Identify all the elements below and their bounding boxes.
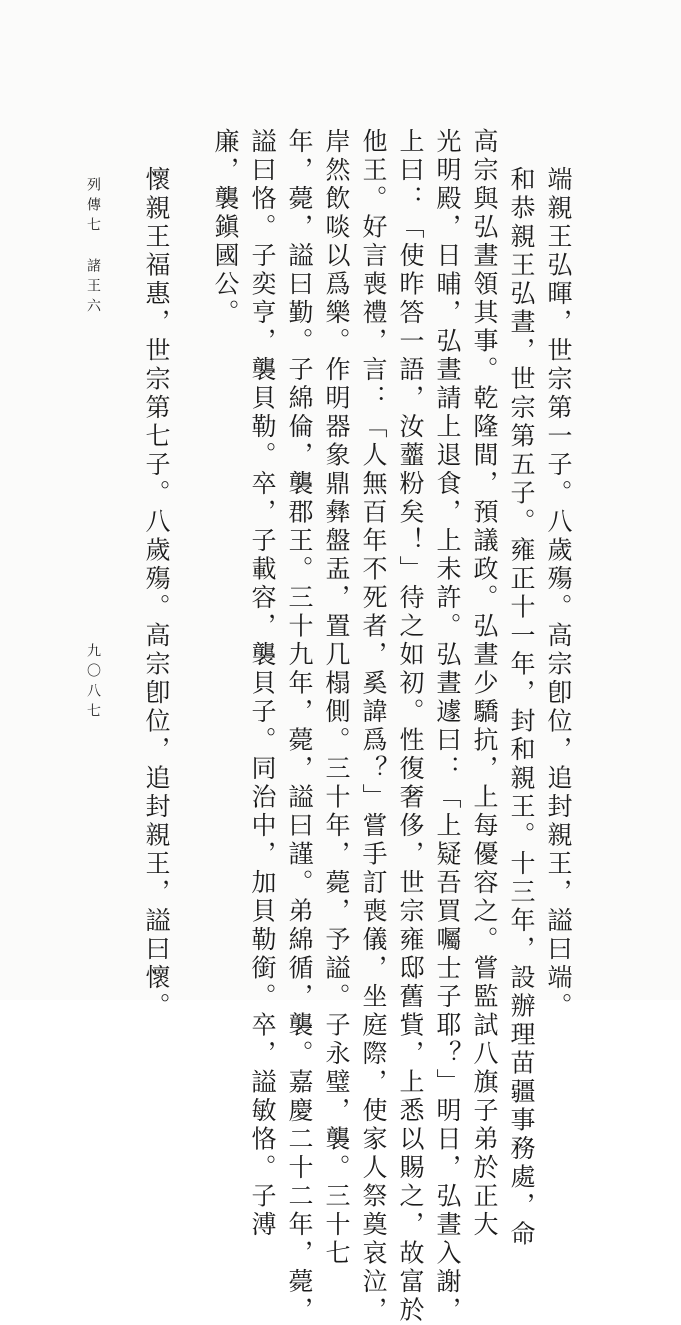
- page-number: 九〇八七: [85, 643, 101, 723]
- text-column-1: 端親王弘暉，世宗第一子。八歲殤。高宗卽位，追封親王，謚曰端。: [544, 166, 573, 1021]
- text-column-10: 廉，襲鎭國公。: [211, 128, 240, 328]
- margin-section: 諸王六: [85, 258, 101, 318]
- text-column-6: 他王。好言喪禮，言：「人無百年不死者，奚諱爲？」嘗手訂喪儀，坐庭際，使家人祭奠哀泣，: [359, 128, 388, 1325]
- text-column-2: 和恭親王弘晝，世宗第五子。雍正十一年，封和親王。十三年，設辦理苗疆事務處，命: [507, 166, 536, 1249]
- text-column-3: 高宗與弘晝領其事。乾隆間，預議政。弘晝少驕抗，上每優容之。嘗監試八旗子弟於正大: [470, 128, 499, 1240]
- text-column-5: 上曰：「使昨答一語，汝虀粉矣！」待之如初。性復奢侈，世宗雍邸舊貲，上悉以賜之，故富於: [396, 128, 425, 1325]
- margin-header: 列傳七: [85, 177, 101, 237]
- text-column-4: 光明殿，日晡，弘晝請上退食，上未許。弘晝遽曰：「上疑吾買囑士子耶？」明日，弘晝入謝，: [433, 128, 462, 1325]
- text-column-8: 年，薨，謚曰勤。子綿倫，襲郡王。三十九年，薨，謚曰謹。弟綿循，襲。嘉慶二十二年，薨，: [285, 128, 314, 1325]
- text-column-9: 謚曰恪。子奕亨，襲貝勒。卒，子載容，襲貝子。同治中，加貝勒銜。卒，謚敏恪。子溥: [248, 128, 277, 1240]
- text-column-11: 懷親王福惠，世宗第七子。八歲殤。高宗卽位，追封親王，謚曰懷。: [142, 166, 171, 1021]
- text-column-7: 岸然飲啖以爲樂。作明器象鼎彝盤盂，置几榻側。三十年，薨，予謚。子永璧，襲。三十七: [322, 128, 351, 1268]
